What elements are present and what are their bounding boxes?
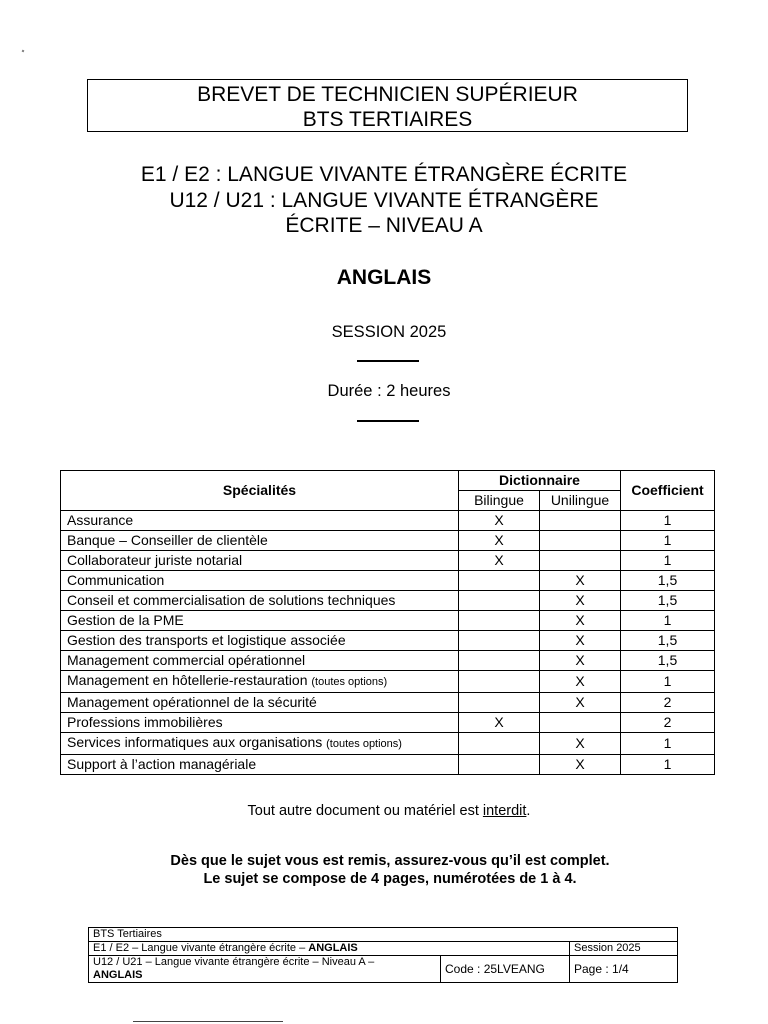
table-row bbox=[61, 531, 715, 551]
footer-session: Session 2025 bbox=[570, 942, 678, 956]
bilingue-mark bbox=[459, 631, 540, 651]
specialties-table bbox=[60, 470, 715, 775]
bilingue-mark bbox=[459, 755, 540, 775]
specialty-label: Management opérationnel de la sécurité bbox=[67, 694, 317, 710]
specialty-label: Communication bbox=[67, 572, 165, 588]
unilingue-mark bbox=[540, 511, 621, 531]
bottom-line bbox=[133, 1021, 283, 1022]
specialty-label: Management commercial opérationnel bbox=[67, 652, 306, 668]
exam-title-line-2: U12 / U21 : LANGUE VIVANTE ÉTRANGÈRE bbox=[169, 188, 599, 212]
specialty-name bbox=[61, 693, 459, 713]
table-row bbox=[61, 571, 715, 591]
specialty-label: Gestion de la PME bbox=[67, 612, 184, 628]
specialty-label: Services informatiques aux organisations bbox=[67, 734, 323, 750]
unilingue-mark: X bbox=[540, 733, 621, 755]
unilingue-mark bbox=[540, 531, 621, 551]
specialty-label: Professions immobilières bbox=[67, 714, 223, 730]
specialty-label: Management en hôtellerie-restauration bbox=[67, 672, 308, 688]
coefficient-value: 1 bbox=[621, 733, 715, 755]
specialty-label: Assurance bbox=[67, 512, 134, 528]
coefficient-value: 1 bbox=[621, 511, 715, 531]
unilingue-mark: X bbox=[540, 755, 621, 775]
coefficient-value: 1 bbox=[621, 611, 715, 631]
table-row bbox=[61, 671, 715, 693]
specialty-label: Collaborateur juriste notarial bbox=[67, 552, 243, 568]
table-row bbox=[61, 755, 715, 775]
unilingue-mark: X bbox=[540, 611, 621, 631]
coefficient-value: 1 bbox=[621, 671, 715, 693]
specialty-note: (toutes options) bbox=[311, 676, 388, 688]
unilingue-mark bbox=[540, 551, 621, 571]
bilingue-mark bbox=[459, 671, 540, 693]
exam-title bbox=[60, 162, 708, 239]
header-dictionnaire: Dictionnaire bbox=[459, 471, 621, 491]
session-label: SESSION 2025 bbox=[331, 323, 447, 341]
exam-title-line-1: E1 / E2 : LANGUE VIVANTE ÉTRANGÈRE ÉCRITE bbox=[140, 163, 628, 186]
notice-text: Tout autre document ou matériel est bbox=[247, 803, 483, 819]
bilingue-mark bbox=[459, 693, 540, 713]
coefficient-value: 1 bbox=[621, 755, 715, 775]
notice-emphasis: interdit bbox=[482, 803, 527, 819]
coefficient-value: 1,5 bbox=[621, 651, 715, 671]
footer-series: BTS Tertiaires bbox=[89, 928, 678, 942]
specialty-name bbox=[61, 651, 459, 671]
footer-page: Page : 1/4 bbox=[570, 956, 678, 983]
bilingue-mark bbox=[459, 733, 540, 755]
unilingue-mark: X bbox=[540, 631, 621, 651]
table-row bbox=[61, 693, 715, 713]
specialty-name bbox=[61, 511, 459, 531]
coefficient-value: 1 bbox=[621, 531, 715, 551]
warning-line-2: Le sujet se compose de 4 pages, numérotées de 1 à 4. bbox=[203, 871, 577, 887]
scan-speck bbox=[22, 50, 25, 53]
coefficient-value: 1,5 bbox=[621, 571, 715, 591]
specialty-name bbox=[61, 733, 459, 755]
specialty-name bbox=[61, 591, 459, 611]
specialty-name bbox=[61, 531, 459, 551]
specialty-name bbox=[61, 671, 459, 693]
notice-end: . bbox=[526, 803, 531, 819]
specialties-table-body bbox=[61, 511, 715, 775]
coefficient-value: 1 bbox=[621, 551, 715, 571]
unilingue-mark: X bbox=[540, 571, 621, 591]
completeness-warning bbox=[100, 852, 680, 888]
footer-exam-line-2 bbox=[89, 956, 441, 983]
exam-title-line-3: ÉCRITE – NIVEAU A bbox=[285, 214, 483, 237]
title-line-1: BREVET DE TECHNICIEN SUPÉRIEUR bbox=[197, 83, 578, 106]
specialty-label: Support à l’action managériale bbox=[67, 756, 257, 772]
bilingue-mark: X bbox=[459, 531, 540, 551]
warning-line-1: Dès que le sujet vous est remis, assurez-vous qu’il est complet. bbox=[170, 853, 610, 869]
specialty-name bbox=[61, 611, 459, 631]
table-row bbox=[61, 591, 715, 611]
title-box bbox=[87, 79, 688, 132]
bilingue-mark bbox=[459, 611, 540, 631]
coefficient-value: 2 bbox=[621, 693, 715, 713]
bilingue-mark bbox=[459, 651, 540, 671]
specialty-note: (toutes options) bbox=[326, 738, 402, 750]
notice bbox=[0, 803, 768, 819]
bilingue-mark bbox=[459, 571, 540, 591]
table-row bbox=[61, 611, 715, 631]
footer-code: Code : 25LVEANG bbox=[441, 956, 570, 983]
unilingue-mark: X bbox=[540, 651, 621, 671]
unilingue-mark: X bbox=[540, 693, 621, 713]
table-row bbox=[61, 551, 715, 571]
table-row bbox=[61, 631, 715, 651]
coefficient-value: 1,5 bbox=[621, 631, 715, 651]
unilingue-mark: X bbox=[540, 671, 621, 693]
bilingue-mark bbox=[459, 591, 540, 611]
title-line-2: BTS TERTIAIRES bbox=[302, 108, 473, 131]
header-unilingue: Unilingue bbox=[540, 491, 621, 511]
specialty-label: Gestion des transports et logistique associée bbox=[67, 632, 346, 648]
table-row bbox=[61, 733, 715, 755]
footer-exam-subject-2: ANGLAIS bbox=[93, 969, 143, 981]
unilingue-mark bbox=[540, 713, 621, 733]
bilingue-mark: X bbox=[459, 511, 540, 531]
bilingue-mark: X bbox=[459, 551, 540, 571]
table-row bbox=[61, 511, 715, 531]
specialty-label: Conseil et commercialisation de solutions techniques bbox=[67, 592, 396, 608]
subject-title: ANGLAIS bbox=[336, 266, 432, 289]
specialty-name bbox=[61, 713, 459, 733]
footer-exam-subject: ANGLAIS bbox=[308, 942, 358, 954]
footer-exam-line-1 bbox=[89, 942, 570, 956]
coefficient-value: 1,5 bbox=[621, 591, 715, 611]
table-row bbox=[61, 713, 715, 733]
coefficient-value: 2 bbox=[621, 713, 715, 733]
footer-exam-text: E1 / E2 – Langue vivante étrangère écrite – bbox=[93, 942, 309, 954]
specialty-name bbox=[61, 551, 459, 571]
specialty-label: Banque – Conseiller de clientèle bbox=[67, 532, 268, 548]
separator-rule bbox=[357, 360, 419, 362]
header-coefficient: Coefficient bbox=[621, 471, 715, 511]
table-row bbox=[61, 651, 715, 671]
footer-exam-text-2: U12 / U21 – Langue vivante étrangère écrite – Niveau A – bbox=[93, 956, 375, 968]
specialty-name bbox=[61, 571, 459, 591]
unilingue-mark: X bbox=[540, 591, 621, 611]
separator-rule bbox=[357, 420, 419, 422]
footer-table bbox=[88, 927, 678, 983]
bilingue-mark: X bbox=[459, 713, 540, 733]
duration-label: Durée : 2 heures bbox=[327, 382, 451, 400]
specialty-name bbox=[61, 755, 459, 775]
header-bilingue: Bilingue bbox=[459, 491, 540, 511]
specialty-name bbox=[61, 631, 459, 651]
header-specialites: Spécialités bbox=[61, 471, 459, 511]
